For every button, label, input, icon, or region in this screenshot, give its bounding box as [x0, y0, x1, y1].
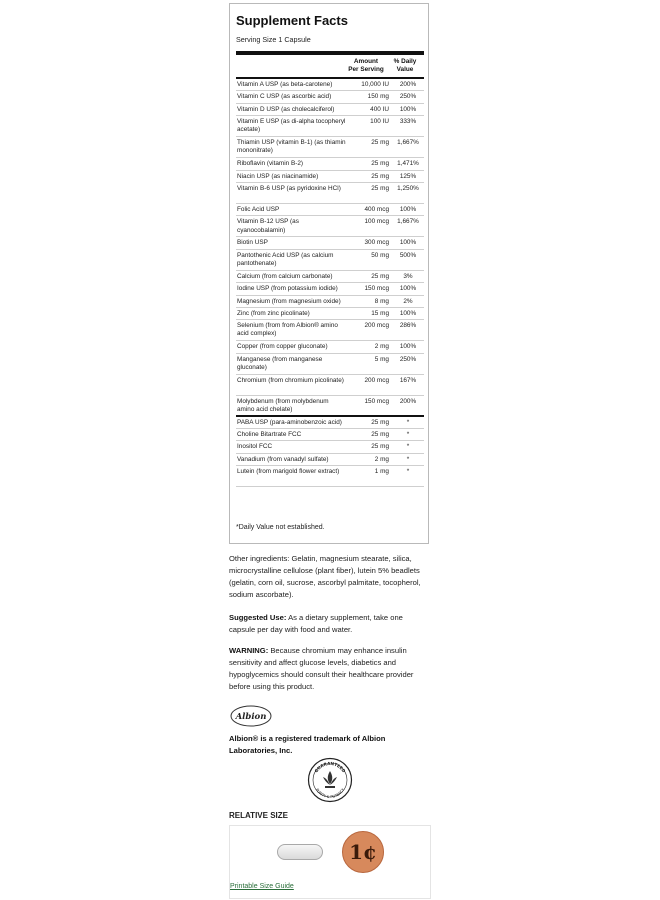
supplement-facts-panel [229, 3, 429, 544]
nutrient-row [236, 466, 424, 487]
capsule-illustration [277, 844, 323, 860]
albion-logo-text: Albion [235, 712, 267, 722]
nutrient-daily-value: 1,250% [397, 184, 419, 192]
nutrient-name: Pantothenic Acid USP (as calcium pantothenate) [237, 251, 334, 267]
top-divider [236, 51, 424, 55]
nutrient-amount: 150 mcg [364, 285, 389, 293]
nutrient-amount: 25 mg [371, 139, 389, 147]
nutrient-name: Choline Bitartrate FCC [237, 431, 302, 439]
relative-size-title: RELATIVE SIZE [229, 811, 288, 820]
daily-value-footnote: *Daily Value not established. [236, 524, 325, 531]
warning [229, 645, 431, 694]
nutrient-row [236, 441, 424, 453]
printable-size-guide-link[interactable]: Printable Size Guide [230, 883, 294, 890]
nutrient-row [236, 137, 424, 158]
nutrient-row [236, 237, 424, 249]
nutrient-amount: 150 mg [367, 93, 389, 101]
nutrient-row [236, 216, 424, 237]
nutrient-daily-value: 125% [399, 172, 417, 180]
nutrient-row [236, 308, 424, 320]
nutrient-daily-value: 1,471% [397, 160, 419, 168]
nutrient-name: Iodine USP (from potassium iodide) [237, 285, 338, 293]
nutrient-row [236, 396, 424, 417]
nutrient-daily-value: * [406, 468, 410, 476]
nutrient-daily-value: 200% [399, 397, 417, 405]
nutrient-amount: 25 mg [371, 184, 389, 192]
nutrient-daily-value: 500% [399, 251, 417, 259]
nutrient-amount: 100 IU [370, 118, 389, 126]
nutrient-amount: 1 mg [374, 468, 389, 476]
penny-coin-icon: 1¢ [342, 831, 384, 873]
nutrient-amount: 2 mg [374, 455, 389, 463]
nutrient-amount: 400 mcg [364, 205, 389, 213]
warning-text: Because chromium may enhance insulin sensitivity and affect glucose levels, diabetics and hypoglycemics should consult their healthcare provider before using this product. [229, 646, 414, 692]
header-amount-per-serving: Amount Per Serving [348, 58, 384, 73]
nutrient-daily-value: 333% [399, 118, 417, 126]
suggested-use [229, 612, 431, 636]
nutrient-row [236, 171, 424, 183]
nutrient-amount: 8 mg [374, 297, 389, 305]
nutrient-name: PABA USP (para-aminobenzoic acid) [237, 418, 342, 426]
guaranteed-purity-seal-icon [307, 757, 353, 803]
relative-size-box [229, 825, 431, 899]
nutrient-name: Riboflavin (vitamin B-2) [237, 160, 304, 168]
nutrient-row [236, 354, 424, 375]
nutrient-amount: 5 mg [374, 355, 389, 363]
nutrient-row [236, 158, 424, 170]
nutrient-name: Magnesium (from magnesium oxide) [237, 297, 341, 305]
nutrient-amount: 25 mg [371, 418, 389, 426]
nutrient-row [236, 341, 424, 353]
nutrient-daily-value: 100% [399, 239, 417, 247]
nutrient-name: Folic Acid USP [237, 205, 280, 213]
nutrient-amount: 200 mcg [364, 376, 389, 384]
nutrient-amount: 50 mg [371, 251, 389, 259]
nutrient-daily-value: * [406, 443, 410, 451]
nutrient-daily-value: 1,667% [397, 139, 419, 147]
suggested-use-text: As a dietary supplement, take one capsule per day with food and water. [229, 613, 403, 635]
nutrient-daily-value: 3% [403, 272, 413, 280]
nutrient-row [236, 104, 424, 116]
nutrient-amount: 100 mcg [364, 218, 389, 226]
nutrient-row [236, 320, 424, 341]
nutrient-row [236, 204, 424, 216]
nutrient-row [236, 296, 424, 308]
nutrient-amount: 300 mcg [364, 239, 389, 247]
nutrient-daily-value: 100% [399, 309, 417, 317]
seal-bottom-text: PURITY & POTENCY [314, 787, 346, 800]
nutrient-name: Vitamin B-12 USP (as cyanocobalamin) [237, 218, 299, 234]
nutrient-row [236, 283, 424, 295]
albion-logo-icon [230, 705, 272, 727]
seal-top-text: GUARANTEED [313, 760, 347, 774]
nutrient-row [236, 375, 424, 396]
nutrient-name: Vitamin D USP (as cholecalciferol) [237, 105, 335, 113]
nutrient-name: Biotin USP [237, 239, 268, 247]
nutrient-row [236, 271, 424, 283]
nutrient-amount: 2 mg [374, 343, 389, 351]
header-daily-value: % Daily Value [393, 58, 417, 73]
nutrient-name: Calcium (from calcium carbonate) [237, 272, 333, 280]
nutrient-amount: 15 mg [371, 309, 389, 317]
albion-trademark-note: Albion® is a registered trademark of Albion Laboratories, Inc. [229, 734, 386, 756]
nutrient-daily-value: 100% [399, 105, 417, 113]
nutrient-daily-value: 167% [399, 376, 417, 384]
nutrient-row [236, 250, 424, 271]
nutrient-name: Inositol FCC [237, 443, 273, 451]
nutrient-row [236, 91, 424, 103]
nutrient-name: Chromium (from chromium picolinate) [237, 376, 344, 384]
nutrient-amount: 400 IU [370, 105, 389, 113]
nutrient-amount: 150 mcg [364, 397, 389, 405]
supplement-facts-title: Supplement Facts [236, 13, 348, 28]
nutrient-name: Vitamin E USP (as di-alpha tocopheryl acetate) [237, 118, 346, 134]
nutrient-amount: 25 mg [371, 431, 389, 439]
nutrient-name: Vitamin A USP (as beta-carotene) [237, 81, 333, 88]
nutrient-row [236, 79, 424, 91]
serving-size: Serving Size 1 Capsule [236, 35, 311, 44]
nutrient-daily-value: 100% [399, 285, 417, 293]
nutrient-name: Thiamin USP (vitamin B-1) (as thiamin mononitrate) [237, 139, 346, 155]
nutrient-daily-value: 286% [399, 322, 417, 330]
nutrient-row [236, 183, 424, 204]
nutrient-amount: 200 mcg [364, 322, 389, 330]
nutrient-row [236, 116, 424, 137]
nutrient-daily-value: 250% [399, 355, 417, 363]
nutrient-daily-value: * [406, 418, 410, 426]
nutrient-daily-value: 250% [399, 93, 417, 101]
nutrient-daily-value: 1,667% [397, 218, 419, 226]
nutrient-name: Molybdenum (from molybdenum amino acid chelate) [237, 397, 329, 413]
suggested-use-label: Suggested Use: [229, 613, 287, 622]
other-ingredients: Other ingredients: Gelatin, magnesium stearate, silica, microcrystalline cellulose (plant fiber), lutein 5% beadlets (gelatin, corn oil, sucrose, ascorbyl palmitate, tocopherol, sodium ascorbate). [229, 554, 421, 600]
nutrient-daily-value: * [406, 455, 410, 463]
nutrient-rows [236, 79, 424, 487]
nutrient-name: Lutein (from marigold flower extract) [237, 468, 340, 476]
nutrient-amount: 25 mg [371, 160, 389, 168]
nutrient-daily-value: 200% [399, 81, 417, 88]
nutrient-name: Vitamin C USP (as ascorbic acid) [237, 93, 332, 101]
nutrient-amount: 25 mg [371, 443, 389, 451]
nutrient-name: Selenium (from from Albion® amino acid complex) [237, 322, 338, 338]
nutrient-name: Copper (from copper gluconate) [237, 343, 328, 351]
nutrient-amount: 25 mg [371, 172, 389, 180]
nutrient-name: Vitamin B-6 USP (as pyridoxine HCl) [237, 184, 341, 192]
nutrient-amount: 25 mg [371, 272, 389, 280]
nutrient-name: Manganese (from manganese gluconate) [237, 355, 323, 371]
nutrient-amount: 10,000 IU [361, 81, 389, 88]
nutrient-daily-value: 2% [403, 297, 413, 305]
nutrient-daily-value: * [406, 431, 410, 439]
nutrient-row [236, 417, 424, 429]
nutrient-row [236, 429, 424, 441]
nutrient-daily-value: 100% [399, 205, 417, 213]
nutrient-daily-value: 100% [399, 343, 417, 351]
nutrient-name: Zinc (from zinc picolinate) [237, 309, 310, 317]
nutrient-row [236, 454, 424, 466]
nutrient-name: Niacin USP (as niacinamide) [237, 172, 319, 180]
warning-label: WARNING: [229, 646, 269, 655]
nutrient-name: Vanadium (from vanadyl sulfate) [237, 455, 329, 463]
